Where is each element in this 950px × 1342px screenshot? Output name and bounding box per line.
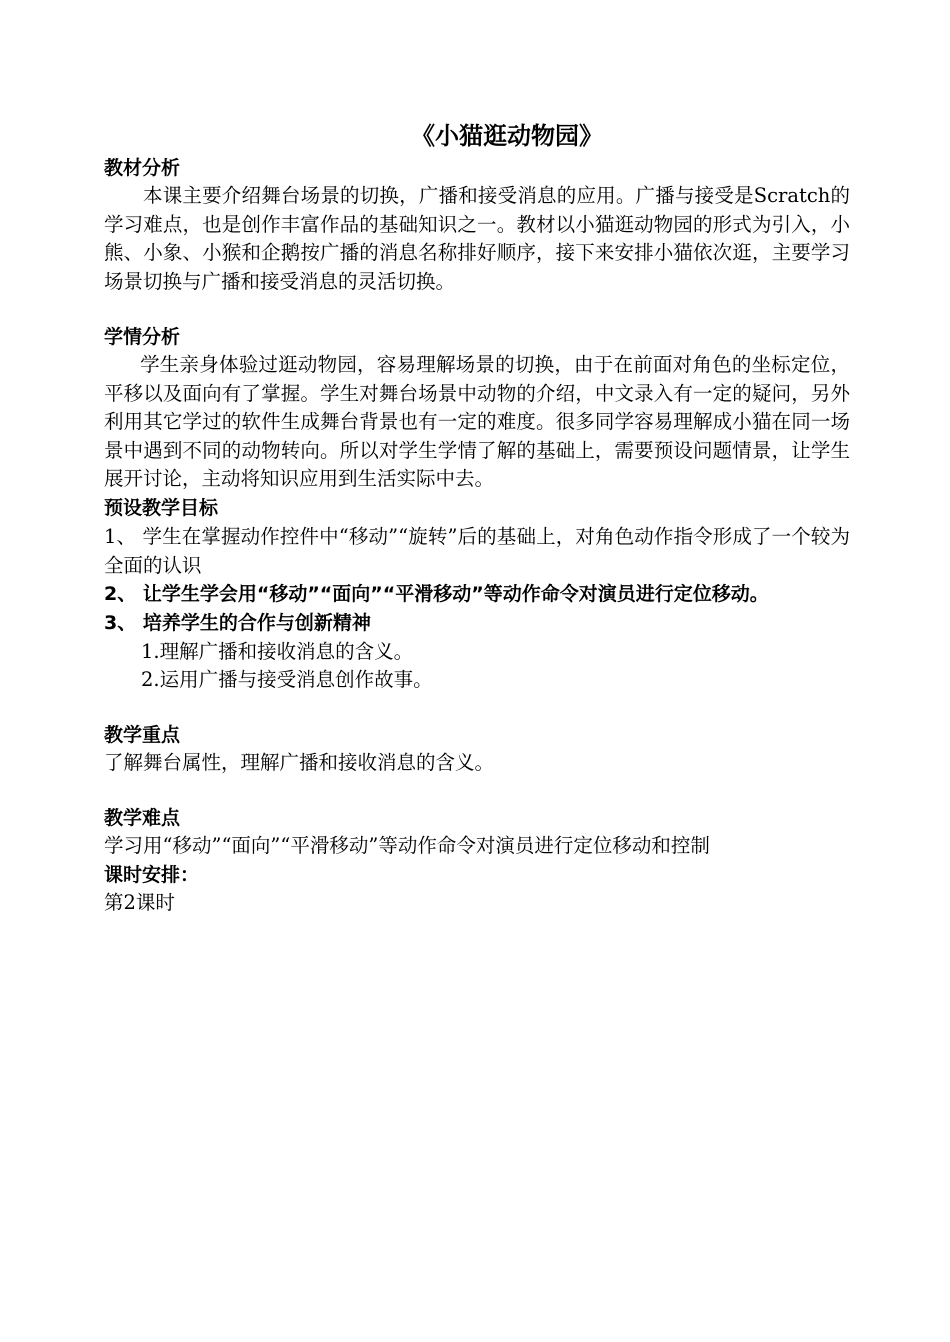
key-points-body: 了解舞台属性，理解广播和接收消息的含义。 (104, 750, 495, 774)
heading-difficulties: 教学难点 (104, 807, 181, 829)
objective-item-2: 2、 让学生学会用“移动”“面向”“平滑移动”等动作命令对演员进行定位移动。 (104, 582, 769, 605)
heading-schedule: 课时安排： (104, 863, 200, 886)
heading-key-points: 教学重点 (104, 723, 181, 746)
student-analysis-body: 学生亲身体验过逛动物园，容易理解场景的切换，由于在前面对角色的坐标定位，平移以及面向有了掌握。学生对舞台场景中动物的介绍，中文录入有一定的疑问，另外利用其它学过的软件生成舞台背景也有一定的难度。很多同学容易理解成小猫在同一场景中遇到不同的动物转向。所以对学生学情了解的基础上，需要预设问题情景，让学生展开讨论，主动将知识应用到生活实际中去。 (104, 353, 850, 490)
objective-item-1: 1、 学生在掌握动作控件中“移动”“旋转”后的基础上，对角色动作指令形成了一个较为全面的认识 (104, 524, 850, 577)
schedule-body: 第2课时 (104, 890, 175, 914)
objective-sub-2: 2.运用广播与接受消息创作故事。 (141, 667, 433, 691)
heading-material-analysis: 教材分析 (104, 157, 181, 179)
objective-item-3: 3、 培养学生的合作与创新精神 (104, 611, 371, 634)
material-analysis-body: 本课主要介绍舞台场景的切换，广播和接受消息的应用。广播与接受是Scratch的学习难点，也是创作丰富作品的基础知识之一。教材以小猫逛动物园的形式为引入，小熊、小象、小猴和企鹅按广播的消息名称排好顺序，接下来安排小猫依次逛，主要学习场景切换与广播和接受消息的灵活切换。 (104, 184, 850, 293)
difficulties-body: 学习用“移动”“面向”“平滑移动”等动作命令对演员进行定位移动和控制 (104, 834, 710, 857)
heading-student-analysis: 学情分析 (104, 326, 181, 348)
document-page (104, 118, 850, 917)
spacer (104, 694, 850, 721)
document-title: 《小猫逛动物园》 (411, 122, 603, 150)
heading-objectives: 预设教学目标 (104, 496, 219, 519)
spacer (104, 296, 850, 323)
spacer (104, 777, 850, 804)
objective-sub-1: 1.理解广播和接收消息的含义。 (141, 639, 414, 663)
